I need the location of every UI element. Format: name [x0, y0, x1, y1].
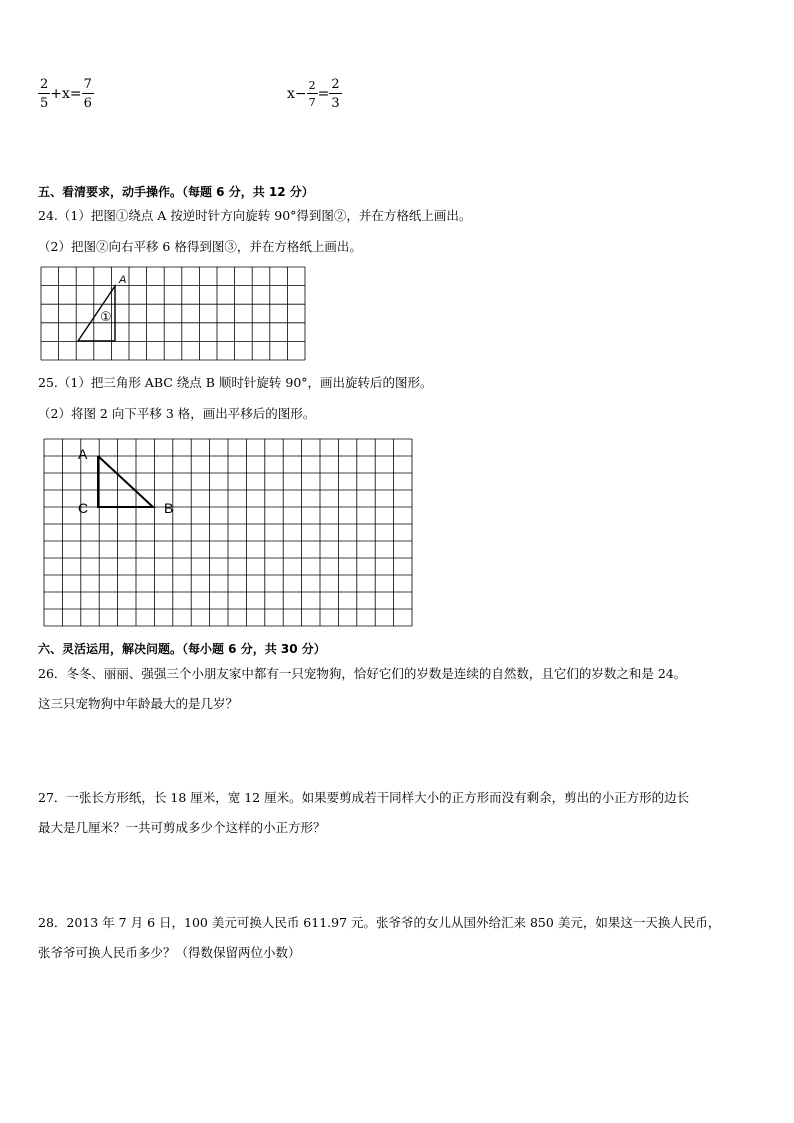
grid-q25	[43, 438, 415, 628]
equation-prefix: x−	[287, 86, 307, 102]
fraction: $\frac{7}{6}$	[83, 77, 92, 111]
shape-label-1: ①	[100, 309, 112, 324]
fraction: $\frac{2}{3}$	[331, 77, 340, 111]
vertex-label-a: A	[78, 446, 88, 462]
question-28-line-2: 张爷爷可换人民币多少？（得数保留两位小数）	[38, 945, 301, 960]
question-26-line-2: 这三只宠物狗中年龄最大的是几岁？	[38, 696, 239, 711]
vertex-label-b: B	[164, 500, 174, 516]
question-24-part-1: 24.（1）把图①绕点 A 按逆时针方向旋转 90°得到图②，并在方格纸上画出。	[38, 208, 472, 223]
vertex-label-c: C	[78, 500, 89, 516]
question-26-line-1: 26．冬冬、丽丽、强强三个小朋友家中都有一只宠物狗，恰好它们的岁数是连续的自然数，且它们的岁数之和是 24。	[38, 666, 687, 681]
section-5-title: 五、看清要求，动手操作。（每题 6 分，共 12 分）	[38, 185, 314, 199]
triangle-abc	[98, 456, 153, 507]
fraction: $\frac{2}{5}$	[40, 77, 49, 111]
question-25-part-1: 25.（1）把三角形 ABC 绕点 B 顺时针旋转 90°，画出旋转后的图形。	[38, 375, 433, 390]
grid-q24	[40, 266, 308, 364]
grid-lines	[41, 267, 305, 360]
vertex-label-a: A	[119, 274, 127, 286]
section-6-title: 六、灵活运用，解决问题。（每小题 6 分，共 30 分）	[38, 642, 326, 656]
question-28-line-1: 28．2013 年 7 月 6 日，100 美元可换人民币 611.97 元。张爷爷的女儿从国外给汇来 850 美元，如果这一天换人民币，	[38, 915, 721, 930]
equation-operator: +x=	[50, 86, 82, 102]
equation-2	[287, 78, 342, 110]
question-27-line-2: 最大是几厘米？一共可剪成多少个这样的小正方形？	[38, 820, 326, 835]
question-27-line-1: 27．一张长方形纸，长 18 厘米，宽 12 厘米。如果要剪成若干同样大小的正方形而没有剩余，剪出的小正方形的边长	[38, 790, 690, 805]
fraction: $\frac{2}{7}$	[308, 79, 316, 109]
question-25-part-2: （2）将图 2 向下平移 3 格，画出平移后的图形。	[38, 406, 316, 421]
question-24-part-2: （2）把图②向右平移 6 格得到图③，并在方格纸上画出。	[38, 239, 362, 254]
grid-lines	[44, 439, 412, 626]
equation-operator: =	[317, 86, 330, 102]
equation-1	[38, 78, 94, 110]
